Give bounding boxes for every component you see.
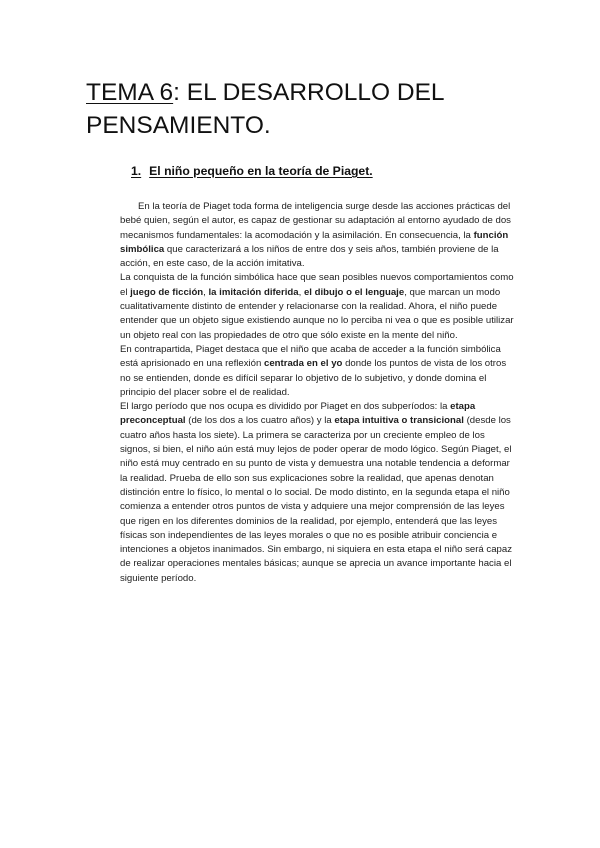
text-run: En la teoría de Piaget toda forma de inteligencia surge desde las acciones prácticas del bebé quien, según el autor, es capaz de gestionar su adaptación al entorno ayudado de dos mecanismos fundamentales: la acomodación y la asimilación. En consecuencia, la: [120, 201, 511, 241]
paragraph: [120, 200, 515, 271]
bold-term: juego de ficción: [130, 286, 204, 298]
body-text: [120, 200, 515, 586]
text-run: ,: [298, 286, 304, 298]
text-run: La conquista de la función simbólica hace que sean posibles nuevos comportamientos como el: [120, 272, 514, 298]
section-number: 1.: [131, 164, 142, 178]
text-run: En contrapartida, Piaget destaca que el niño que acaba de acceder a la función simbólica está aprisionado en una reflexión: [120, 343, 501, 370]
paragraph: [120, 443, 515, 586]
text-run: que caracterizará a los niños de entre dos y seis años, también proviene de la acción, en este caso, de la acción imitativa.: [120, 243, 499, 270]
bold-term: etapa preconceptual: [120, 401, 476, 427]
text-run: (desde los cuatro años hasta los siete). La primera se caracteriza por un creciente empleo de los: [120, 415, 511, 441]
bold-term: etapa intuitiva o transicional: [334, 415, 464, 427]
text-run: ,: [203, 286, 209, 298]
text-run: El largo período que nos ocupa es dividido por Piaget en dos subperíodos: la: [120, 401, 451, 413]
bold-term: centrada en el yo: [264, 358, 343, 370]
text-run: signos, si bien, el niño aún está muy lejos de poder operar de modo lógico. Según Piaget, el niño está muy centrado en su punto de vista y demuestra una notable tendencia a deformar la realidad. Prueba de ello son sus explicaciones sobre la realidad, que apenas denotan distinción entre lo físico, lo mental o lo social. De modo distinto, en la segunda etapa el niño comienza a entender otros puntos de vista y adquiere una mejor comprensión de las leyes que rigen en los diferentes dominios de la realidad, por ejemplo, entenderá que las leyes físicas son independientes de las leyes morales o que no es posible atribuir conciencia e intenciones a objetos inanimados. Sin embargo, ni siquiera en esta etapa el niño será capaz de realizar operaciones mentales básicas; aunque se aprecia un avance importante hacia el siguiente período.: [120, 444, 512, 584]
text-run: , que marcan un modo cualitativamente distinto de entender y relacionarse con la realidad. Ahora, el niño puede entender que un objeto sigue existiendo aunque no lo perciba ni vea o que es posible utilizar un objeto real con las propiedades de otro que sólo existe en la mente del niño.: [120, 286, 514, 341]
page-title: [86, 76, 526, 142]
title-topic-number: TEMA 6: [86, 79, 174, 106]
bold-term: función simbólica: [120, 229, 509, 255]
text-run: donde los puntos de vista de los otros no se entienden, donde es difícil separar lo objetivo de lo subjetivo, y donde domina el principio del placer sobre el de realidad.: [120, 358, 507, 398]
bold-term: la imitación diferida: [208, 286, 299, 298]
text-run: (de los dos a los cuatro años) y la: [185, 415, 335, 427]
paragraph: [120, 271, 515, 342]
bold-term: el dibujo o el lenguaje: [303, 286, 405, 298]
section-title: El niño pequeño en la teoría de Piaget.: [149, 164, 373, 178]
section-heading: [131, 164, 373, 178]
title-text: : EL DESARROLLO DEL PENSAMIENTO.: [86, 79, 444, 139]
paragraph: [120, 343, 515, 400]
paragraph: [120, 400, 515, 443]
